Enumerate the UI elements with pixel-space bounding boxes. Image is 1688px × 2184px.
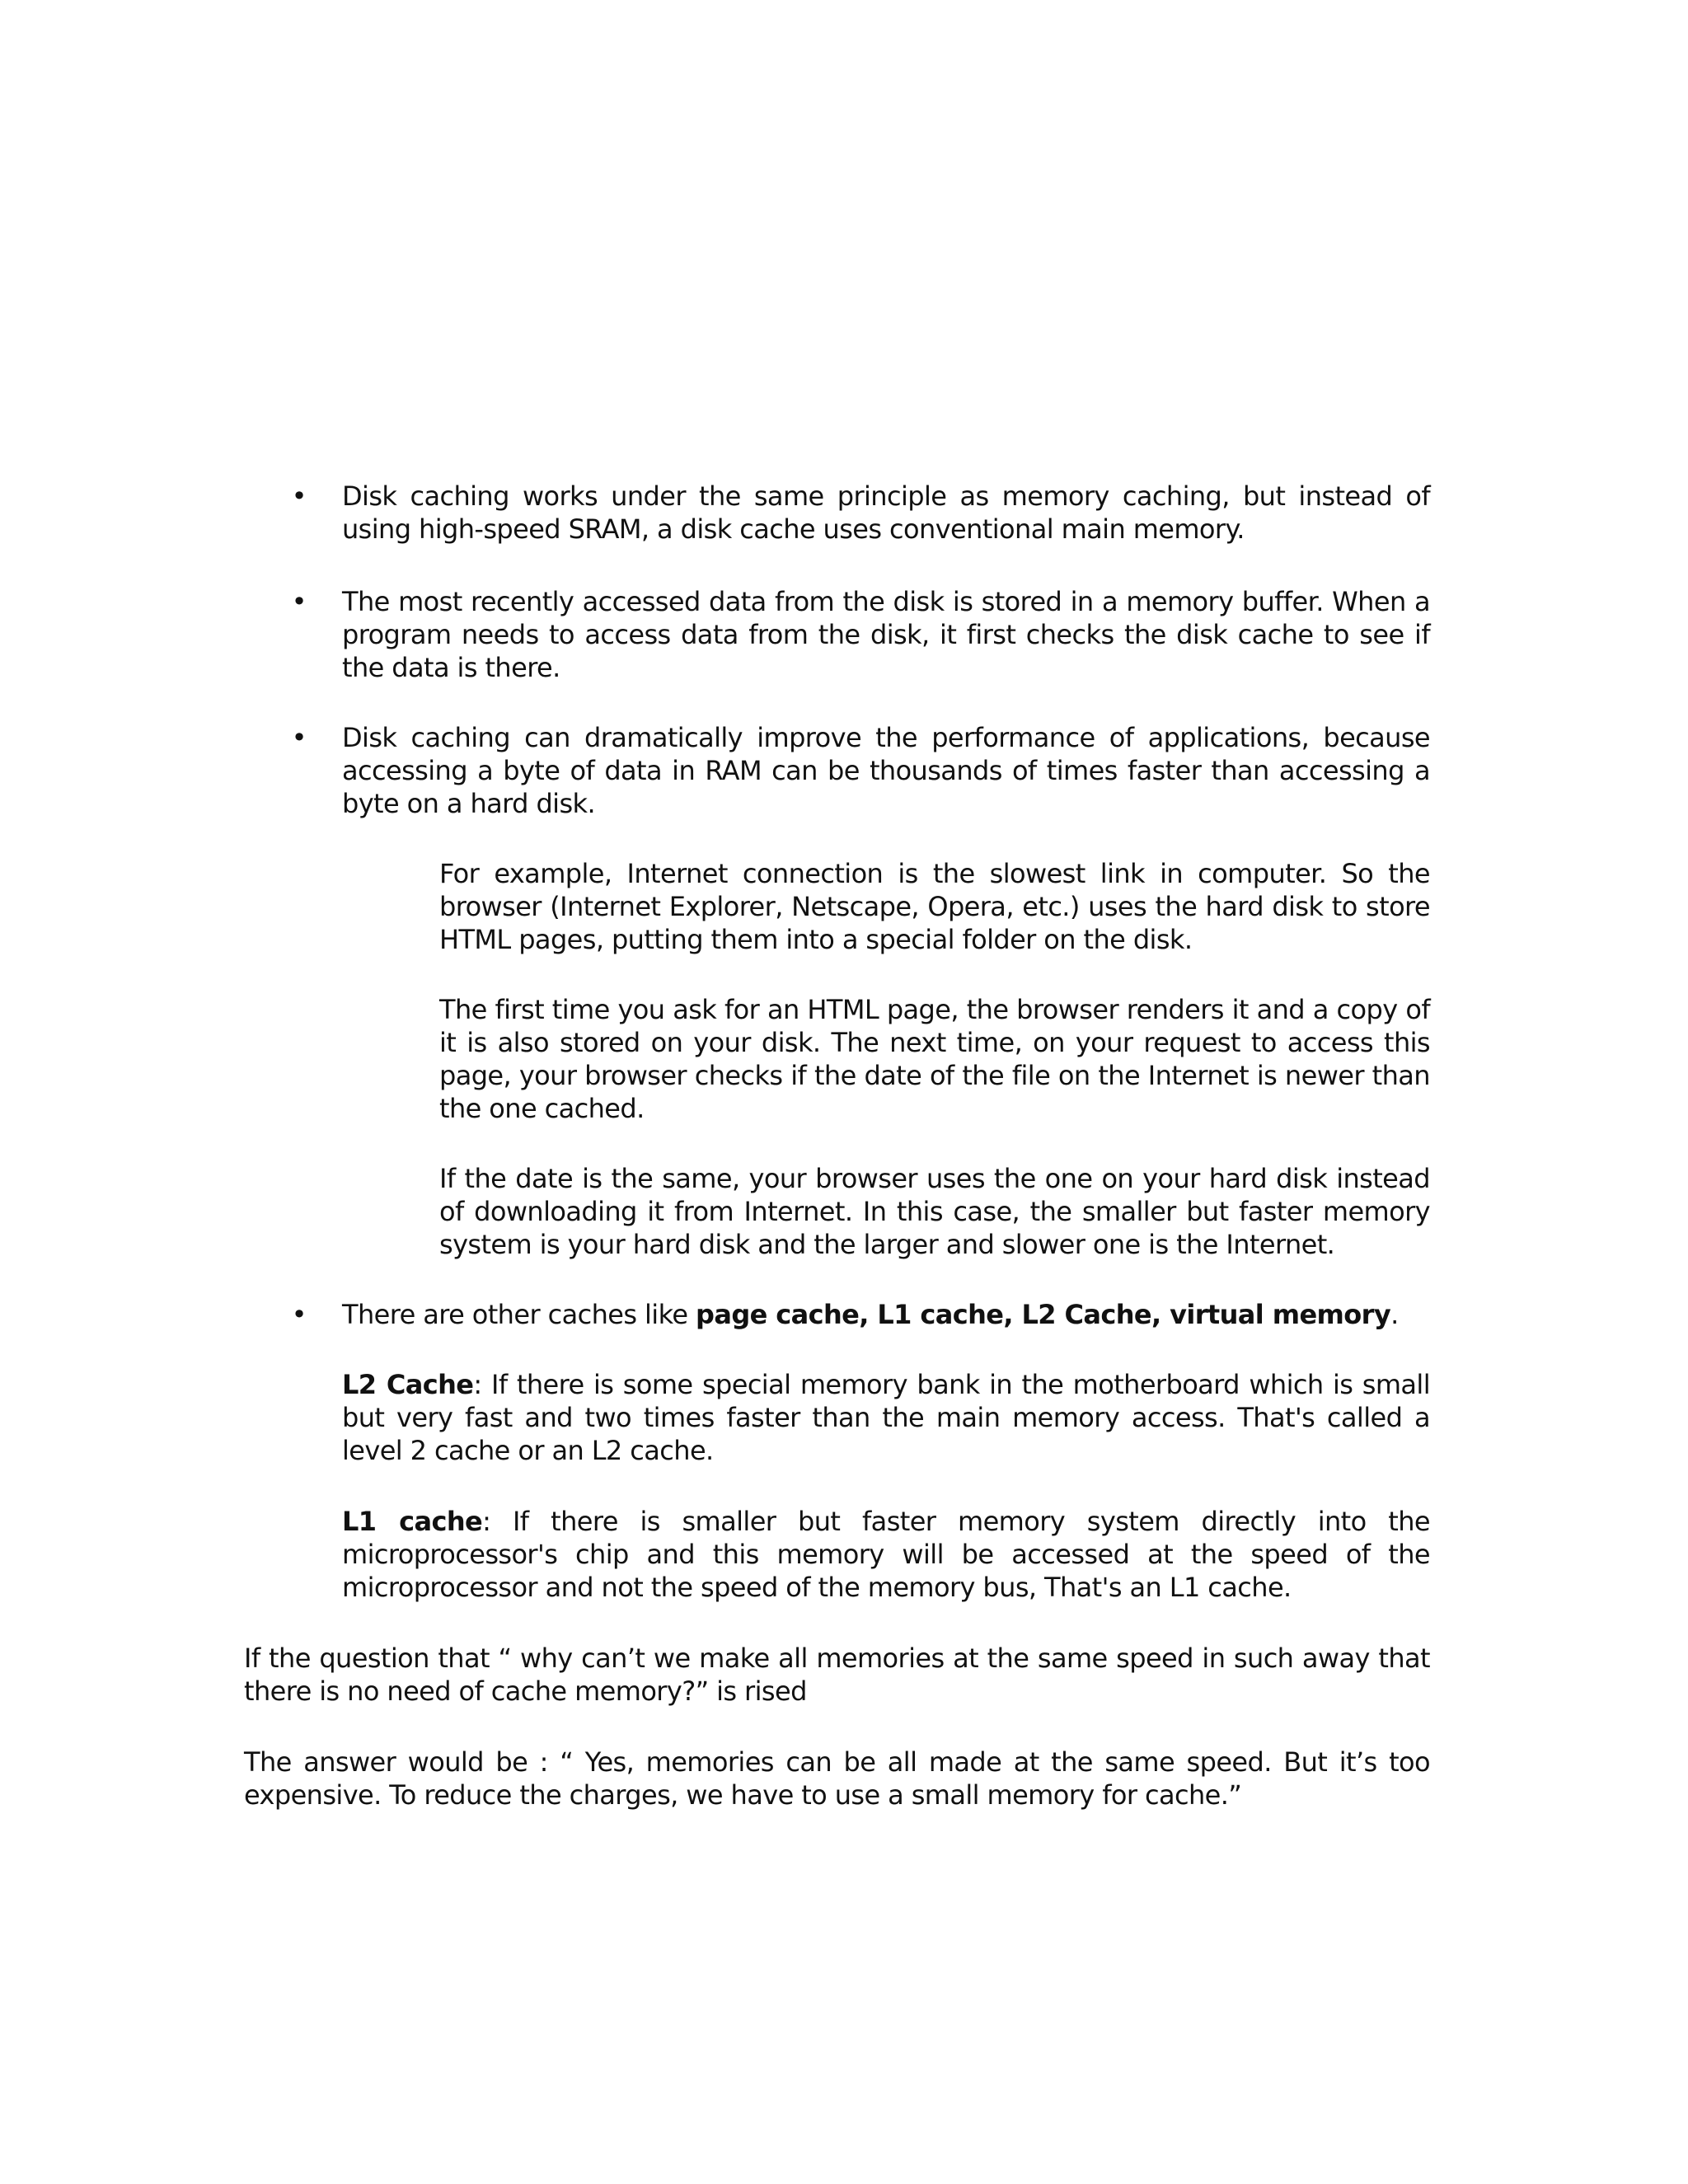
- example-paragraph-same-date: If the date is the same, your browser uses the one on your hard disk instead of downloading it from Internet. In this case, the smaller but faster memory system is your hard disk and the larger and slower one is the Internet.: [439, 1163, 1430, 1260]
- example-paragraph-first-request: The first time you ask for an HTML page, the browser renders it and a copy of it is also stored on your disk. The next time, on your request to access this page, your browser checks if the date of the file on the Internet is newer than the one cached.: [439, 994, 1430, 1124]
- bullet-paragraph-memory-buffer: The most recently accessed data from the disk is stored in a memory buffer. When a program needs to access data from the disk, it first checks the disk cache to see if the data is there.: [342, 586, 1430, 683]
- bullet-marker: •: [291, 722, 307, 753]
- l2-cache-text: : If there is some special memory bank in the motherboard which is small but very fast and two times faster than the main memory access. That's called a level 2 cache or an L2 cache.: [342, 1369, 1430, 1466]
- example-paragraph-browser-cache: For example, Internet connection is the slowest link in computer. So the browser (Internet Explorer, Netscape, Opera, etc.) uses the hard disk to store HTML pages, putting them into a special folder on the disk.: [439, 858, 1430, 955]
- other-caches-prefix: There are other caches like: [342, 1299, 696, 1330]
- bullet-paragraph-performance: Disk caching can dramatically improve the performance of applications, because accessing a byte of data in RAM can be thousands of times faster than accessing a byte on a hard disk.: [342, 722, 1430, 819]
- l1-cache-definition: [342, 1505, 1430, 1604]
- bullet-paragraph-other-caches: [342, 1298, 1430, 1331]
- l1-cache-text: : If there is smaller but faster memory system directly into the microprocessor's chip and this memory will be accessed at the speed of the microprocessor and not the speed of the memory bus, That's an L1 cache.: [342, 1506, 1430, 1603]
- l2-cache-term: L2 Cache: [342, 1369, 474, 1400]
- other-caches-suffix: .: [1390, 1299, 1399, 1330]
- closing-answer: The answer would be : “ Yes, memories can be all made at the same speed. But it’s too expensive. To reduce the charges, we have to use a small memory for cache.”: [244, 1746, 1430, 1811]
- bullet-marker: •: [291, 1299, 307, 1330]
- closing-question: If the question that “ why can’t we make all memories at the same speed in such away that there is no need of cache memory?” is rised: [244, 1643, 1430, 1707]
- cache-types-list: page cache, L1 cache, L2 Cache, virtual memory: [696, 1299, 1391, 1330]
- bullet-paragraph-disk-caching-principle: Disk caching works under the same principle as memory caching, but instead of using high-speed SRAM, a disk cache uses conventional main memory.: [342, 480, 1430, 545]
- bullet-marker: •: [291, 586, 307, 617]
- l1-cache-term: L1 cache: [342, 1506, 483, 1537]
- l2-cache-definition: [342, 1368, 1430, 1467]
- bullet-marker: •: [291, 480, 307, 512]
